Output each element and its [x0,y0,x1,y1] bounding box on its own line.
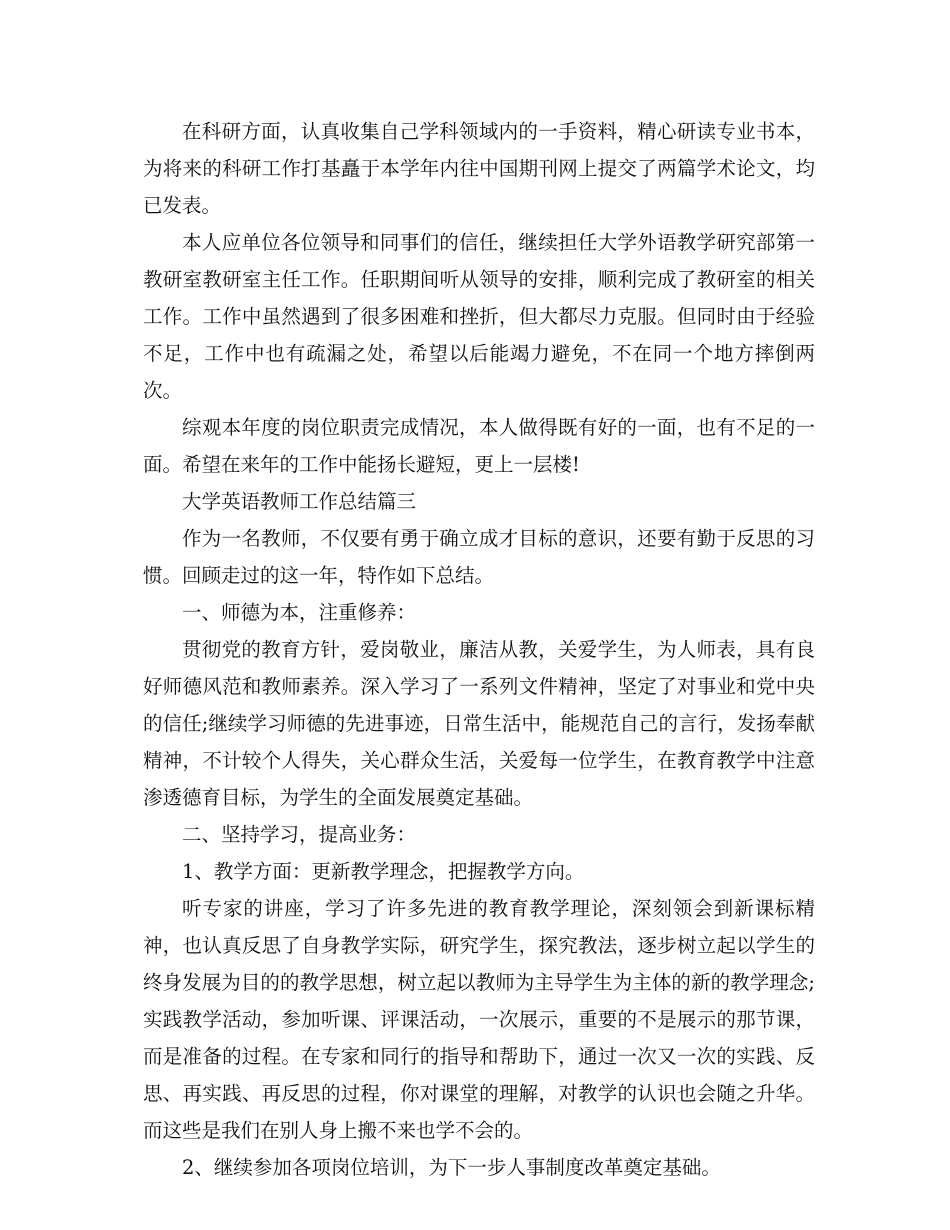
paragraph-research: 在科研方面，认真收集自己学科领域内的一手资料，精心研读专业书本，为将来的科研工作打基矗于本学年内往中国期刊网上提交了两篇学术论文，均已发表。 [143,120,815,217]
paragraph-lectures: 听专家的讲座，学习了许多先进的教育教学理论，深刻领会到新课标精神，也认真反思了自身教学实际，研究学生，探究教法，逐步树立起以学生的终身发展为目的的教学思想，树立起以教师为主导学生为主体的新的教学理念;实践教学活动，参加听课、评课活动，一次展示，重要的不是展示的那节课，而是准备的过程。在专家和同行的指导和帮助下，通过一次又一次的实践、反思、再实践、再反思的过程，你对课堂的理解，对教学的认识也会随之升华。而这些是我们在别人身上搬不来也学不会的。 [143,897,815,1142]
paragraph-summary: 综观本年度的岗位职责完成情况，本人做得既有好的一面，也有不足的一面。希望在来年的工作中能扬长避短，更上一层楼! [143,416,815,476]
section-title: 大学英语教师工作总结篇三 [182,490,417,513]
paragraph-intro: 作为一名教师，不仅要有勇于确立成才目标的意识，还要有勤于反思的习惯。回顾走过的这一年，特作如下总结。 [143,527,815,587]
paragraph-ethics: 贯彻党的教育方针，爱岗敬业，廉洁从教，关爱学生，为人师表，具有良好师德风范和教师素养。深入学习了一系列文件精神，坚定了对事业和党中央的信任;继续学习师德的先进事迹，日常生活中，能规范自己的言行，发扬奉献精神，不计较个人得失，关心群众生活，关爱每一位学生，在教育教学中注意渗透德育目标，为学生的全面发展奠定基础。 [143,638,815,809]
heading-ethics: 一、师德为本，注重修养： [182,601,417,624]
heading-study: 二、坚持学习，提高业务： [182,823,417,846]
subheading-teaching: 1、教学方面：更新教学理念，把握教学方向。 [182,860,585,883]
paragraph-training: 2、继续参加各项岗位培训，为下一步人事制度改革奠定基础。 [182,1156,721,1179]
document-body [143,113,815,1186]
paragraph-teaching-office: 本人应单位各位领导和同事们的信任，继续担任大学外语教学研究部第一教研室教研室主任工作。任职期间听从领导的安排，顺利完成了教研室的相关工作。工作中虽然遇到了很多困难和挫折，但大都尽力克服。但同时由于经验不足，工作中也有疏漏之处，希望以后能竭力避免，不在同一个地方摔倒两次。 [143,231,815,402]
